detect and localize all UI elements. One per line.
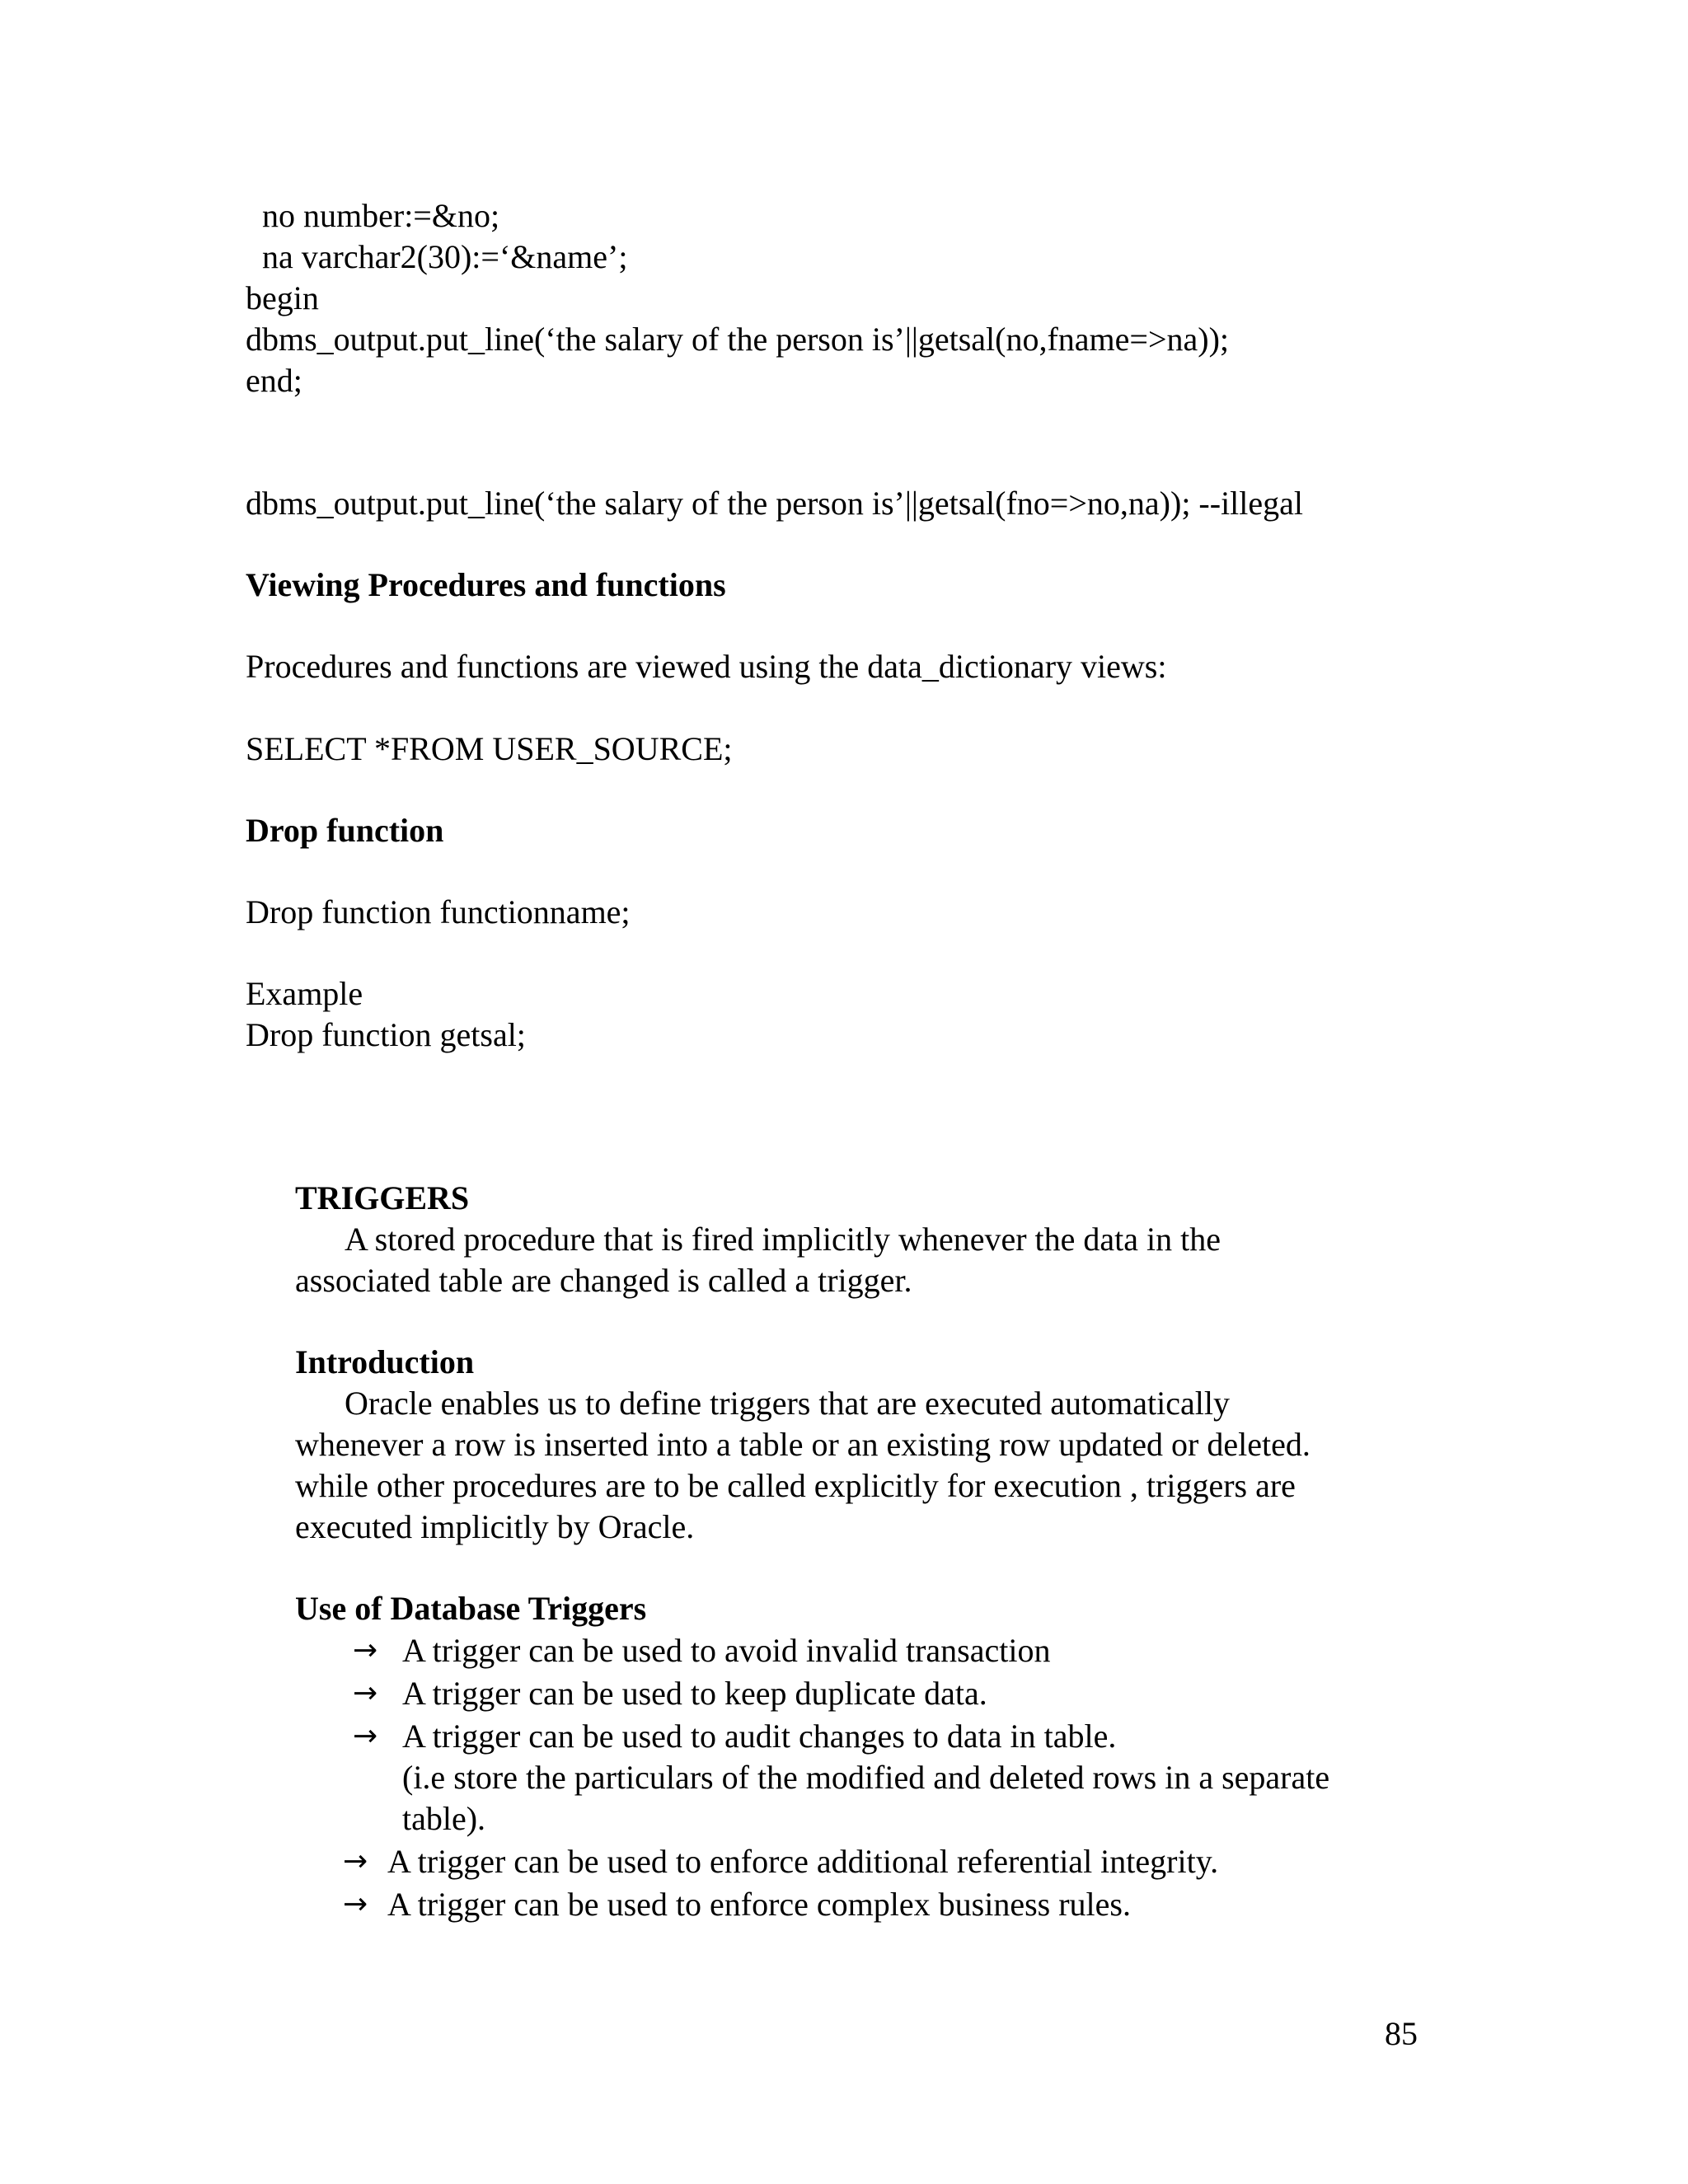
- introduction-line-2: whenever a row is inserted into a table or an existing row updated or deleted.: [295, 1426, 1311, 1463]
- illegal-example-line: dbms_output.put_line(‘the salary of the person is’||getsal(fno=>no,na)); --illegal: [246, 485, 1304, 522]
- code-line-declare-na: na varchar2(30):=‘&name’;: [246, 238, 628, 275]
- uses-item-3-continuation-1: (i.e store the particulars of the modified and deleted rows in a separate: [402, 1759, 1330, 1796]
- uses-heading: Use of Database Triggers: [295, 1590, 647, 1627]
- introduction-line-4: executed implicitly by Oracle.: [295, 1508, 695, 1545]
- triggers-definition-line-2: associated table are changed is called a trigger.: [295, 1262, 912, 1299]
- code-line-put-line: dbms_output.put_line(‘the salary of the person is’||getsal(no,fname=>na));: [246, 321, 1230, 358]
- arrow-right-icon: →: [343, 1844, 368, 1878]
- code-line-declare-no: no number:=&no;: [246, 197, 500, 234]
- triggers-heading: TRIGGERS: [295, 1179, 470, 1216]
- arrow-right-icon: →: [353, 1676, 378, 1710]
- drop-example-label: Example: [246, 975, 363, 1012]
- viewing-text: Procedures and functions are viewed using the data_dictionary views:: [246, 648, 1167, 685]
- page-number: 85: [1385, 2015, 1418, 2052]
- introduction-line-3: while other procedures are to be called explicitly for execution , triggers are: [295, 1467, 1296, 1504]
- code-line-end: end;: [246, 362, 302, 399]
- viewing-heading: Viewing Procedures and functions: [246, 566, 726, 603]
- code-line-begin: begin: [246, 279, 319, 316]
- arrow-right-icon: →: [343, 1887, 368, 1921]
- viewing-query: SELECT *FROM USER_SOURCE;: [246, 730, 733, 767]
- triggers-definition-line-1: A stored procedure that is fired implicitly whenever the data in the: [345, 1221, 1221, 1258]
- drop-heading: Drop function: [246, 812, 444, 849]
- uses-item-5: A trigger can be used to enforce complex business rules.: [387, 1886, 1131, 1923]
- uses-item-4: A trigger can be used to enforce additional referential integrity.: [387, 1843, 1219, 1880]
- uses-item-3: A trigger can be used to audit changes to data in table.: [402, 1718, 1117, 1755]
- uses-item-2: A trigger can be used to keep duplicate data.: [402, 1675, 987, 1712]
- introduction-line-1: Oracle enables us to define triggers that are executed automatically: [345, 1385, 1230, 1422]
- drop-syntax: Drop function functionname;: [246, 893, 631, 930]
- arrow-right-icon: →: [353, 1719, 378, 1753]
- uses-item-1: A trigger can be used to avoid invalid transaction: [402, 1632, 1051, 1669]
- drop-example-code: Drop function getsal;: [246, 1016, 526, 1053]
- introduction-heading: Introduction: [295, 1343, 475, 1380]
- uses-item-3-continuation-2: table).: [402, 1800, 486, 1837]
- arrow-right-icon: →: [353, 1633, 378, 1667]
